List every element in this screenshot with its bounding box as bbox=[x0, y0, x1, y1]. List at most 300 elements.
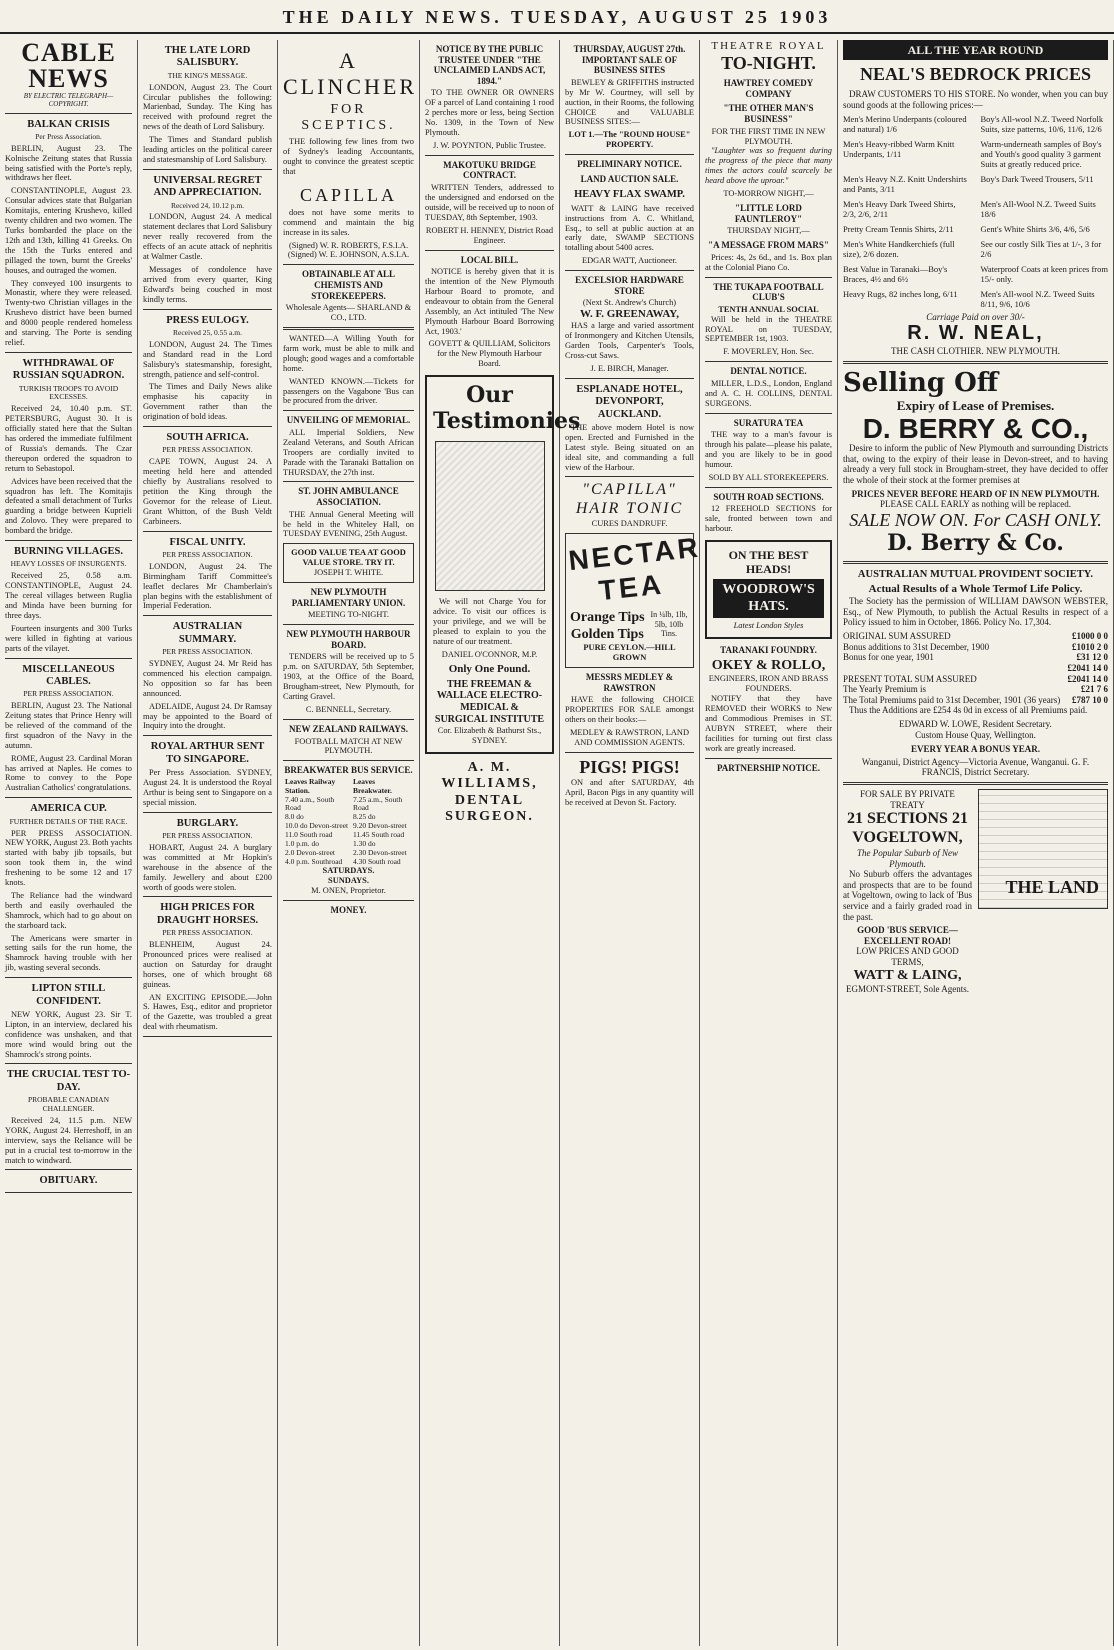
neal-address: THE CASH CLOTHIER. NEW PLYMOUTH. bbox=[891, 346, 1060, 357]
sale-heading: THURSDAY, AUGUST 27th. IMPORTANT SALE OF BUSINESS SITES bbox=[573, 44, 686, 76]
local-bill-text: NOTICE is hereby given that it is the intention of the New Plymouth Harbour Board to promote, and endeavour to obtain from the General Assembly, an Act intituled 'The New Plymouth Harbour Board Borrowing Act, 1903.' bbox=[425, 267, 554, 336]
section-credit: PER PRESS ASSOCIATION. bbox=[162, 647, 253, 657]
hardware-heading: EXCELSIOR HARDWARE STORE bbox=[575, 275, 684, 296]
unclaimed-lands-text: TO THE OWNER OR OWNERS OF a parcel of Land containing 1 rood 2 perches more or less, being Section No. 1309, in the Town of New Plymouth. bbox=[425, 88, 554, 138]
sale-lot: LOT 1.—The "ROUND HOUSE" PROPERTY. bbox=[568, 130, 691, 150]
section-paragraph: Advices have been received that the squadron has left. The Komitajis defeated a small detachment of Turks guarding a bridge between Kuprieli and Zolovo. They were prepared to bombard the bridge. bbox=[5, 476, 132, 536]
bus-proprietor: M. ONEN, Proprietor. bbox=[311, 886, 386, 896]
pigs-heading: PIGS! PIGS! bbox=[579, 756, 680, 777]
theatre-royal: THEATRE ROYAL bbox=[711, 40, 826, 52]
column-salisbury bbox=[138, 40, 278, 1646]
amp-address: Custom House Quay, Wellington. bbox=[915, 729, 1036, 740]
amp-value: £21 7 6 bbox=[1081, 684, 1108, 695]
section-paragraph: The Times and Standard publish leading articles on the political career and statesmanship of Lord Salisbury. bbox=[143, 135, 272, 164]
vogeltown-map bbox=[978, 789, 1108, 909]
nectar-tea-logo: NECTAR TEA bbox=[566, 531, 703, 607]
section-credit: THE KING'S MESSAGE. bbox=[167, 70, 248, 80]
map-label: THE LAND bbox=[1005, 876, 1099, 897]
neal-carriage: Carriage Paid on over 30/- bbox=[926, 311, 1025, 322]
obtainable-text: OBTAINABLE AT ALL CHEMISTS AND STOREKEEPERS. bbox=[301, 269, 396, 301]
section-credit: PER PRESS ASSOCIATION. bbox=[162, 928, 253, 938]
testimonials-heading: Our Testimonies bbox=[433, 382, 581, 435]
golden-tips: Golden Tips bbox=[570, 626, 644, 642]
bus-timetable bbox=[283, 778, 414, 866]
section-paragraph: They conveyed 100 insurgents to Monastir, where they were released. Twenty-two Christian villages in the Krushevo district have been burned and 8000 people rendered homeless and starving. The Porte is sending relief. bbox=[5, 278, 132, 347]
dental-notice-text: MILLER, L.D.S., London, England and A. C. H. COLLINS, DENTAL SURGEONS. bbox=[705, 378, 832, 408]
section-paragraph: NEW YORK, August 23. Sir T. Lipton, in an interview, declared his confidence was unshaken, and that more wind would bring out the Shamrock's strong points. bbox=[5, 1009, 132, 1059]
review-quote: "Laughter was so frequent during the progress of the piece that many times the actors could scarcely be heard above the uproar." bbox=[705, 146, 832, 186]
amp-value: £31 12 0 bbox=[1076, 652, 1108, 663]
vogeltown-sub: The Popular Suburb of New Plymouth. bbox=[856, 847, 958, 869]
section-credit: TURKISH TROOPS TO AVOID EXCESSES. bbox=[18, 383, 119, 402]
signature-johnson: (Signed) W. E. JOHNSON, A.S.I.A. bbox=[287, 250, 410, 260]
bus-cell: 10.0 do Devon-street bbox=[285, 821, 349, 831]
divider bbox=[565, 476, 694, 477]
okey-rollo: OKEY & ROLLO, bbox=[711, 657, 826, 673]
only-one-pound: Only One Pound. bbox=[448, 662, 531, 675]
south-road-text: 12 FREEHOLD SECTIONS for sale, fronted between town and harbour. bbox=[705, 504, 832, 534]
section-credit: Per Press Association. bbox=[35, 131, 102, 141]
money-heading: MONEY. bbox=[330, 905, 367, 916]
divider bbox=[283, 760, 414, 761]
neal-title: NEAL'S BEDROCK PRICES bbox=[859, 64, 1092, 85]
testimonial-signature: DANIEL O'CONNOR, M.P. bbox=[441, 649, 538, 659]
play-other-mans-business: "THE OTHER MAN'S BUSINESS" bbox=[723, 103, 814, 125]
unclaimed-lands-signature: J. W. POYNTON, Public Trustee. bbox=[433, 140, 546, 150]
divider bbox=[5, 1063, 132, 1064]
medley-heading: MESSRS MEDLEY & RAWSTRON bbox=[585, 672, 674, 693]
section-credit: PER PRESS ASSOCIATION. bbox=[23, 689, 114, 699]
medley-signature: MEDLEY & RAWSTRON, LAND AND COMMISSION AGENTS. bbox=[569, 727, 690, 747]
amp-value: £1010 2 0 bbox=[1072, 641, 1108, 652]
sundays-label: SUNDAYS. bbox=[328, 876, 369, 886]
local-bill-heading: LOCAL BILL. bbox=[460, 254, 519, 265]
amp-agent: Wanganui, District Agency—Victoria Avenue, Wanganui. G. F. FRANCIS, District Secretary. bbox=[861, 756, 1090, 778]
divider bbox=[843, 361, 1108, 364]
tea-ad-signature: JOSEPH T. WHITE. bbox=[313, 568, 384, 578]
bus-cell: 7.40 a.m., South Road bbox=[285, 794, 335, 813]
flax-text: WATT & LAING have received instructions from A. C. Whitland, Esq., to sell at public auction at an early date, SWAMP SECTIONS totalling about 5400 acres. bbox=[565, 203, 694, 253]
bus-col-header: Leaves Breakwater. bbox=[352, 776, 392, 795]
divider bbox=[5, 1169, 132, 1170]
vogeltown-title: VOGELTOWN, bbox=[852, 829, 963, 847]
neal-price-item: Men's All-Wool N.Z. Tweed Suits 18/6 bbox=[980, 198, 1096, 219]
clincher-text: THE following few lines from two of Sydney's leading Accountants, ought to convince the greatest sceptic that bbox=[283, 136, 414, 176]
bus-row bbox=[283, 796, 414, 814]
testimonials-ad bbox=[425, 375, 581, 753]
divider bbox=[283, 264, 414, 265]
divider bbox=[283, 410, 414, 411]
neal-price-item: Men's Heavy N.Z. Knitt Undershirts and Pants, 3/11 bbox=[843, 173, 967, 194]
section-paragraph: CONSTANTINOPLE, August 23. Consular advices state that Bulgarian Komitajis, entering Krushevo, killed twenty children and two women. The Turks bombarded the place on the 12th and 13th, killing 41 Greeks. On the 15th the Turks entered and pillaged the town, burnt the Greeks' houses, and outraged the women. bbox=[5, 186, 132, 275]
freeman-wallace: THE FREEMAN & WALLACE ELECTRO-MEDICAL & SURGICAL INSTITUTE bbox=[434, 678, 545, 725]
neal-price-item: Men's White Handkerchiefs (full size), 2/6 dozen. bbox=[843, 238, 955, 259]
railways-heading: NEW ZEALAND RAILWAYS. bbox=[289, 723, 408, 734]
capilla-cures: CURES DANDRUFF. bbox=[591, 519, 668, 529]
masthead: THE DAILY NEWS. TUESDAY, AUGUST 25 1903 bbox=[0, 0, 1114, 34]
section-heading: THE CRUCIAL TEST TO-DAY. bbox=[6, 1069, 131, 1093]
watt-laing: WATT & LAING, bbox=[853, 967, 962, 983]
ambulance-heading: ST. JOHN AMBULANCE ASSOCIATION. bbox=[298, 486, 399, 508]
tomorrow-label: TO-MORROW NIGHT,— bbox=[723, 189, 814, 199]
neal-price-item: Waterproof Coats at keen prices from 15/- only. bbox=[980, 263, 1108, 284]
hardware-signature: J. E. BIRCH, Manager. bbox=[590, 363, 669, 373]
neal-name: R. W. NEAL, bbox=[907, 322, 1044, 345]
amp-value: £2041 14 0 bbox=[1067, 673, 1108, 684]
capilla-heading: CAPILLA bbox=[300, 184, 397, 205]
neal-price-item: Men's All-wool N.Z. Tweed Suits 8/11, 9/6, 10/6 bbox=[980, 288, 1095, 309]
watt-address: EGMONT-STREET, Sole Agents. bbox=[846, 984, 969, 995]
neal-price-item: Boy's Dark Tweed Trousers, 5/11 bbox=[980, 173, 1094, 184]
cable-news-subtitle: BY ELECTRIC TELEGRAPH—COPYRIGHT. bbox=[23, 92, 114, 109]
column-theatre bbox=[700, 40, 838, 1646]
amp-heading: AUSTRALIAN MUTUAL PROVIDENT SOCIETY. bbox=[857, 568, 1094, 580]
section-heading: SOUTH AFRICA. bbox=[166, 432, 249, 444]
neal-price-item: Gent's White Shirts 3/6, 4/6, 5/6 bbox=[980, 223, 1090, 234]
sale-text: BEWLEY & GRIFFITHS instructed by Mr W. Courtney, will sell by auction, in their Rooms, the following CHOICE and VALUABLE BUSINESS SITES:— bbox=[565, 77, 694, 127]
low-prices: LOW PRICES AND GOOD TERMS, bbox=[856, 946, 959, 968]
divider bbox=[843, 561, 1108, 564]
divider bbox=[143, 812, 272, 813]
selling-off: Selling Off bbox=[843, 367, 999, 398]
clincher-subtitle: FOR SCEPTICS. bbox=[301, 101, 396, 134]
bus-cell: 11.45 South road bbox=[352, 829, 405, 839]
divider bbox=[705, 361, 832, 362]
ambulance-text: THE Annual General Meeting will be held in the Whiteley Hall, on TUESDAY EVENING, 25th August. bbox=[283, 509, 414, 539]
dental-notice-heading: DENTAL NOTICE. bbox=[730, 366, 807, 377]
woodrow-latest: Latest London Styles bbox=[733, 621, 804, 631]
amp-row bbox=[843, 663, 1108, 674]
divider bbox=[5, 977, 132, 978]
section-heading: PRESS EULOGY. bbox=[166, 314, 249, 326]
esplanade-heading: ESPLANADE HOTEL, DEVONPORT, AUCKLAND. bbox=[576, 383, 683, 420]
divider bbox=[565, 270, 694, 271]
neal-price-item: Best Value in Taranaki—Boy's Braces, 4½ and 6½ bbox=[843, 263, 948, 284]
clincher-title: A CLINCHER bbox=[283, 48, 417, 99]
section-paragraph: BERLIN, August 23. The Kolnische Zeitung states that Russia being satisfied with the Porte's reply, withdraws her fleet. bbox=[5, 143, 132, 183]
section-heading: AUSTRALIAN SUMMARY. bbox=[172, 621, 243, 645]
freeman-address: Cor. Elizabeth & Bathurst Sts., SYDNEY. bbox=[437, 725, 542, 745]
expiry-of-lease: Expiry of Lease of Premises. bbox=[896, 398, 1055, 414]
column-notices bbox=[420, 40, 581, 1646]
bus-row bbox=[283, 858, 414, 867]
bus-cell: 8.25 do bbox=[352, 812, 376, 822]
section-paragraph: The Times and Daily News alike emphasise his capacity in Government rather than the origination of bold ideas. bbox=[143, 382, 272, 422]
divider bbox=[843, 782, 1108, 785]
amp-row bbox=[843, 652, 1108, 663]
section-heading: HIGH PRICES FOR DRAUGHT HORSES. bbox=[156, 902, 259, 926]
section-credit: PER PRESS ASSOCIATION. bbox=[162, 550, 253, 559]
wanted-known: WANTED KNOWN.—Tickets for passengers on the Vagabone 'Bus can be procured from the driver. bbox=[283, 376, 414, 406]
section-heading: MISCELLANEOUS CABLES. bbox=[22, 663, 115, 687]
section-paragraph: LONDON, August 24. The Times and Standard read in the Lord Salisbury's statesmanship, foresight, strength, patience and self-control. bbox=[143, 339, 272, 379]
section-paragraph: The Reliance had the windward berth and easily overhauled the Shamrock, which had to go about on the starboard tack. bbox=[5, 890, 132, 930]
railways-subheading: FOOTBALL MATCH AT NEW PLYMOUTH. bbox=[294, 736, 403, 756]
prelim-heading: PRELIMINARY NOTICE. bbox=[577, 159, 682, 170]
harbour-heading: NEW PLYMOUTH HARBOUR BOARD. bbox=[286, 629, 411, 650]
divider bbox=[705, 487, 832, 488]
section-heading: FISCAL UNITY. bbox=[169, 536, 246, 548]
column-cable-news bbox=[0, 40, 138, 1646]
section-paragraph: Fourteen insurgents and 300 Turks were killed in fighting at various parts of the vilayet. bbox=[5, 623, 132, 653]
flax-heading: HEAVY FLAX SWAMP. bbox=[574, 189, 685, 201]
section-paragraph: Received 24, 11.5 p.m. NEW YORK, August 24. Herreshoff, in an interview, says the Reliance will be put in a crucial test to-morrow in the match to windward. bbox=[5, 1115, 132, 1165]
berry-title: D. BERRY & CO., bbox=[862, 412, 1089, 444]
neal-price-item: Men's Heavy Dark Tweed Shirts, 2/3, 2/6, 2/11 bbox=[843, 198, 956, 219]
column-auctions bbox=[560, 40, 703, 1646]
divider bbox=[705, 413, 832, 414]
section-heading: ROYAL ARTHUR SENT TO SINGAPORE. bbox=[150, 741, 265, 765]
neal-price-list bbox=[843, 114, 1108, 312]
amp-value: £1000 0 0 bbox=[1072, 631, 1108, 642]
bus-cell: 7.25 a.m., South Road bbox=[352, 794, 403, 813]
berry-call: PLEASE CALL EARLY as nothing will be replaced. bbox=[880, 499, 1071, 510]
section-paragraph: LONDON, August 23. The Court Circular publishes the following: Marienbad, Sunday. The King has received with profound regret the news of the death of Lord Salisbury. bbox=[143, 82, 272, 132]
section-paragraph: PER PRESS ASSOCIATION. NEW YORK, August 23. Both yachts started with baby jib topsails, but soon took them in, the wind freshening to be some 12 and 17 knots. bbox=[5, 828, 132, 888]
section-paragraph: HOBART, August 24. A burglary was committed at Mr Hopkin's warehouse in the absence of the family. Jewellery and about £200 worth of goods were stolen. bbox=[143, 842, 272, 892]
foundry-text: NOTIFY that they have REMOVED their WORKS to New and Commodious Premises in ST. AUBYN STREET, where their facilities for turning out first class work are greatly increased. bbox=[705, 694, 832, 753]
wanted-youth: WANTED—A Willing Youth for farm work, must be able to milk and plough; good wages and a comfortable home. bbox=[283, 333, 414, 373]
divider bbox=[565, 154, 694, 155]
local-bill-signature: GOVETT & QUILLIAM, Solicitors for the New Plymouth Harbour Board. bbox=[428, 339, 551, 369]
divider bbox=[283, 327, 414, 330]
amp-value: £2041 14 0 bbox=[1067, 662, 1108, 673]
amp-label: The Total Premiums paid to 31st December, 1901 (36 years) bbox=[843, 694, 1061, 705]
vogeltown-text: No Suburb offers the advantages and prospects that are to be found at Vogeltown, owing to lack of 'Bus service and a fairly graded road in the past. bbox=[843, 869, 972, 922]
section-paragraph: AN EXCITING EPISODE.—John S. Hawes, Esq., editor and proprietor of the Gazette, was troubled a great deal with rheumatism. bbox=[143, 992, 272, 1032]
bus-cell: 9.20 Devon-street bbox=[352, 821, 407, 831]
section-paragraph: LONDON, August 24. A medical statement declares that Lord Salisbury never really recovered from the effects of an acute attack of nephritis at Walmer Castle. bbox=[143, 212, 272, 262]
divider bbox=[705, 758, 832, 759]
bus-cell: 2.0 Devon-street bbox=[285, 847, 335, 857]
section-heading: LIPTON STILL CONFIDENT. bbox=[31, 983, 106, 1007]
pigs-text: ON and after SATURDAY, 4th April, Bacon Pigs in any quantity will be received at Devon St. Factory. bbox=[565, 778, 694, 807]
section-heading: THE LATE LORD SALISBURY. bbox=[164, 45, 251, 69]
play1-sub: FOR THE FIRST TIME IN NEW PLYMOUTH. bbox=[711, 126, 826, 146]
amp-label: ORIGINAL SUM ASSURED bbox=[843, 631, 951, 642]
club-text: Will be held in the THEATRE ROYAL on TUESDAY, SEPTEMBER 1st, 1903. bbox=[705, 314, 832, 344]
theatre-prices: Prices: 4s, 2s 6d., and 1s. Box plan at the Colonial Piano Co. bbox=[705, 252, 832, 272]
hardware-text: HAS a large and varied assortment of Ironmongery and Kitchen Utensils, Garden Tools, Carpenter's Tools, Cross-cut Saws. bbox=[565, 321, 694, 361]
divider bbox=[425, 250, 554, 251]
sections-count: 21 SECTIONS 21 bbox=[847, 810, 968, 828]
divider bbox=[5, 797, 132, 798]
amp-label: Bonus for one year, 1901 bbox=[843, 652, 934, 663]
ceylon-label: PURE CEYLON.—HILL GROWN bbox=[583, 643, 676, 663]
divider bbox=[425, 155, 554, 156]
amp-row bbox=[843, 695, 1108, 706]
section-heading: BALKAN CRISIS bbox=[27, 118, 110, 130]
woodrow-on-best-heads: ON THE BEST HEADS! bbox=[728, 548, 809, 577]
harbour-text: TENDERS will be received up to 5 p.m. on SATURDAY, 5th September, 1903, at the Office of the Board, Brougham-street, New Plymouth, for Carting Gravel. bbox=[283, 652, 414, 702]
play-message-from-mars: "A MESSAGE FROM MARS" bbox=[708, 240, 829, 251]
amp-row bbox=[843, 642, 1108, 653]
signature-roberts: (Signed) W. R. ROBERTS, F.S.I.A. bbox=[288, 240, 409, 250]
suratura-text: THE way to a man's favour is through his palate—please his palate, and you are likely to be in good humour. bbox=[705, 430, 832, 469]
amp-signature: EDWARD W. LOWE, Resident Secretary. bbox=[899, 718, 1052, 729]
neal-price-item: Heavy Rugs, 82 inches long, 6/11 bbox=[843, 288, 958, 299]
thursday-label: THURSDAY NIGHT,— bbox=[727, 226, 810, 236]
divider bbox=[143, 426, 272, 427]
section-credit: Received 24, 10.12 p.m. bbox=[170, 200, 245, 210]
divider bbox=[5, 352, 132, 353]
amp-row bbox=[843, 684, 1108, 695]
section-heading: WITHDRAWAL OF RUSSIAN SQUADRON. bbox=[12, 357, 125, 382]
amp-row bbox=[843, 631, 1108, 642]
amp-label: The Yearly Premium is bbox=[843, 684, 926, 695]
neal-price-item: Men's Heavy-ribbed Warm Knitt Underpants, 1/11 bbox=[843, 138, 955, 159]
tonight-heading: TO-NIGHT. bbox=[721, 52, 816, 73]
divider bbox=[5, 1192, 132, 1193]
divider bbox=[5, 540, 132, 541]
memorial-text: ALL Imperial Soldiers, New Zealand Veterans, and South African Troopers are cordially invited to Parade with the Taranaki Battalion on THURSDAY, the 27th inst. bbox=[283, 427, 414, 477]
club-signature: F. MOVERLEY, Hon. Sec. bbox=[723, 347, 814, 357]
divider bbox=[565, 752, 694, 753]
section-credit: PER PRESS ASSOCIATION. bbox=[162, 831, 253, 841]
amp-intro: The Society has the permission of WILLIAM DAWSON WEBSTER, Esq., of New Plymouth, to publish the Actual Results in respect of a Policy issued to him in October, 1866. Policy No. 17,304. bbox=[843, 596, 1108, 628]
testimonial-text: We will not Charge You for advice. To visit our offices is your privilege, and we will be pleased to explain to you the nature of our treatment. bbox=[433, 597, 546, 646]
neal-banner: ALL THE YEAR ROUND bbox=[843, 40, 1108, 60]
bus-cell: 11.0 South road bbox=[285, 829, 333, 839]
section-heading: OBITUARY. bbox=[39, 1175, 98, 1187]
saturdays-label: SATURDAYS. bbox=[322, 866, 375, 876]
section-paragraph: Messages of condolence have arrived from every quarter, King Edward's being couched in most kindly terms. bbox=[143, 264, 272, 304]
divider bbox=[565, 378, 694, 379]
divider bbox=[143, 615, 272, 616]
foundry-heading: TARANAKI FOUNDRY. bbox=[720, 645, 817, 656]
section-heading: UNIVERSAL REGRET AND APPRECIATION. bbox=[153, 174, 262, 199]
divider bbox=[143, 169, 272, 170]
section-paragraph: ADELAIDE, August 24. Dr Ramsay may be appointed to the Board of Inquiry into the drought. bbox=[143, 701, 272, 731]
nectar-tea-ad bbox=[565, 531, 703, 668]
capilla-hair-tonic: "CAPILLA" HAIR TONIC bbox=[575, 481, 684, 518]
bus-cell: 4.0 p.m. Southroad bbox=[285, 856, 343, 866]
amp-label: Bonus additions to 31st December, 1900 bbox=[843, 641, 990, 652]
section-paragraph: BLENHEIM, August 24. Pronounced prices were realised at auction on Saturday for draught horses, one of which brought 68 guineas. bbox=[143, 940, 272, 989]
woodrow-hats-title: WOODROW'S HATS. bbox=[713, 579, 824, 618]
divider bbox=[283, 481, 414, 482]
divider bbox=[283, 719, 414, 720]
bridge-heading: MAKOTUKU BRIDGE CONTRACT. bbox=[443, 159, 536, 181]
suratura-heading: SURATURA TEA bbox=[733, 417, 804, 428]
wholesale-agents: Wholesale Agents— SHARLAND & CO., LTD. bbox=[285, 303, 412, 323]
amp-note: Thus the Additions are £254 4s 0d in excess of all Premiums paid. bbox=[849, 705, 1088, 716]
bus-cell: 1.0 p.m. do bbox=[285, 838, 319, 848]
section-paragraph: Received 24, 10.40 p.m. ST. PETERSBURG, August 30. It is officially stated here that the Sultan has ordered the immediate fulfilment of Russia's demands. The Czar thereupon ordered the squadron to return to Sebastopol. bbox=[5, 404, 132, 473]
section-heading: BURNING VILLAGES. bbox=[14, 546, 123, 558]
tea-ad-text: GOOD VALUE TEA AT GOOD VALUE STORE. TRY IT. bbox=[291, 548, 406, 568]
bus-heading: BREAKWATER BUS SERVICE. bbox=[284, 765, 413, 776]
bus-col-header: Leaves Railway Station. bbox=[285, 776, 336, 795]
unclaimed-lands-heading: NOTICE BY THE PUBLIC TRUSTEE UNDER "THE UNCLAIMED LANDS ACT, 1894." bbox=[433, 44, 546, 86]
land-heading: LAND AUCTION SALE. bbox=[580, 173, 679, 184]
bus-fare: GOOD 'BUS SERVICE—EXCELLENT ROAD! bbox=[857, 925, 958, 946]
hardware-name: W. F. GREENAWAY, bbox=[580, 308, 679, 321]
section-paragraph: LONDON, August 24. The Birmingham Tariff Committee's leaflet declares Mr Chamberlain's plan begins with the establishment of Imperial Federation. bbox=[143, 561, 272, 611]
partnership-heading: PARTNERSHIP NOTICE. bbox=[716, 762, 821, 773]
divider bbox=[143, 309, 272, 310]
section-credit: Received 25, 0.55 a.m. bbox=[173, 327, 242, 337]
neal-price-item: Pretty Cream Tennis Shirts, 2/11 bbox=[843, 223, 954, 234]
tin-sizes: In ¼lb, 1lb, 5lb, 10lb Tins. bbox=[650, 610, 688, 639]
flax-signature: EDGAR WATT, Auctioneer. bbox=[581, 256, 678, 266]
for-sale: FOR SALE BY PRIVATE TREATY bbox=[860, 789, 955, 810]
neal-price-item: Boy's All-wool N.Z. Tweed Norfolk Suits, size patterns, 10/6, 11/6, 12/6 bbox=[980, 113, 1104, 134]
bus-cell: 8.0 do bbox=[285, 812, 304, 822]
berry-logo: D. Berry & Co. bbox=[887, 529, 1064, 556]
section-paragraph: ROME, August 23. Cardinal Moran has arrived at Naples. He comes to Rome to convey to the Pope Australian Catholics' congratulations. bbox=[5, 753, 132, 793]
hardware-sub: (Next St. Andrew's Church) bbox=[582, 298, 677, 308]
bridge-text: WRITTEN Tenders, addressed to the undersigned and endorsed on the outside, will be received up to noon of TUESDAY, 8th September, 1903. bbox=[425, 183, 554, 222]
company-name: HAWTREY COMEDY COMPANY bbox=[723, 78, 814, 99]
divider bbox=[705, 277, 832, 278]
neal-price-item: Men's Merino Underpants (coloured and natural) 1/6 bbox=[843, 113, 967, 134]
annual-social: TENTH ANNUAL SOCIAL bbox=[718, 304, 819, 314]
neal-price-item: Warm-underneath samples of Boy's and Youth's good quality 3 garment Suits at greatly reduced price. bbox=[980, 138, 1102, 169]
medley-text: HAVE the following CHOICE PROPERTIES FOR SALE amongst others on their books:— bbox=[565, 695, 694, 725]
bus-cell: 2.30 Devon-street bbox=[352, 847, 407, 857]
divider bbox=[143, 531, 272, 532]
section-paragraph: SYDNEY, August 24. Mr Reid has commenced his election campaign. No opposition so far has been announced. bbox=[143, 658, 272, 698]
section-credit: HEAVY LOSSES OF INSURGENTS. bbox=[10, 559, 127, 569]
divider bbox=[283, 900, 414, 901]
section-paragraph: Per Press Association. SYDNEY, August 24. It is understood the Royal Arthur is being sent to Singapore on a special mission. bbox=[143, 768, 272, 807]
portrait-image bbox=[435, 441, 545, 591]
cable-sections bbox=[5, 119, 132, 1193]
esplanade-text: THE above modern Hotel is now open. Erected and Furnished in the Latest style. Being situated on an ideal site, and commanding a full view of the Harbour. bbox=[565, 422, 694, 472]
sale-now-on: SALE NOW ON. For CASH ONLY. bbox=[849, 509, 1102, 530]
section-paragraph: Received 25, 0.58 a.m. CONSTANTINOPLE, August 24. The cereal villages between Ruglia and Minda have been burning for three days. bbox=[5, 571, 132, 620]
section-credit: PROBABLE CANADIAN CHALLENGER. bbox=[27, 1095, 110, 1114]
berry-text: Desire to inform the public of New Plymouth and surrounding Districts that, owing to the expiry of their lease in Devon-street, and to having already a very full stock in Brougham-street, they have decided to offer the whole of their stock at the former premises at bbox=[843, 443, 1108, 485]
union-subheading: MEETING TO-NIGHT. bbox=[308, 610, 389, 620]
section-paragraph: BERLIN, August 23. The National Zeitung states that Prince Henry will be relieved of the command of the first squadron of the Navy in the autumn. bbox=[5, 701, 132, 750]
dentist-name: A. M. WILLIAMS, DENTAL SURGEON. bbox=[441, 759, 538, 825]
foundry-sub: ENGINEERS, IRON AND BRASS FOUNDERS. bbox=[708, 674, 829, 694]
bus-cell: 4.30 South road bbox=[352, 856, 401, 866]
section-paragraph: The Americans were smarter in setting sails for the run home, the Shamrock having trouble with her jib, wasting several seconds. bbox=[5, 933, 132, 973]
orange-tips: Orange Tips bbox=[570, 610, 645, 626]
football-club-heading: THE TUKAPA FOOTBALL CLUB'S bbox=[713, 281, 824, 303]
play-fauntleroy: "LITTLE LORD FAUNTLEROY" bbox=[734, 202, 803, 224]
union-heading: NEW PLYMOUTH PARLIAMENTARY UNION. bbox=[291, 587, 406, 608]
south-road-heading: SOUTH ROAD SECTIONS. bbox=[713, 491, 824, 502]
suratura-signature: SOLD BY ALL STOREKEEPERS. bbox=[708, 472, 829, 482]
woodrows-hats-ad bbox=[705, 540, 832, 639]
amp-subheading: Actual Results of a Whole Termof Life Policy. bbox=[868, 583, 1083, 596]
column-neal-berry bbox=[838, 40, 1114, 1646]
divider bbox=[143, 896, 272, 897]
section-credit: PER PRESS ASSOCIATION. bbox=[162, 445, 253, 455]
divider bbox=[5, 658, 132, 659]
amp-figures bbox=[843, 631, 1108, 705]
capilla-text: does not have some merits to commend and maintain the big increase in its sales. bbox=[283, 207, 414, 237]
divider bbox=[283, 624, 414, 625]
section-paragraph: CAPE TOWN, August 24. A meeting held here and attended chiefly by Australians resolved to petition the King through the Governor for the release of Lieut. Grant Whitton, of the Bush Veldt Carbineers. bbox=[143, 457, 272, 526]
neal-price-item: See our costly Silk Ties at 1/-, 3 for 2/6 bbox=[980, 238, 1102, 259]
divider bbox=[5, 113, 132, 114]
memorial-heading: UNVEILING OF MEMORIAL. bbox=[286, 415, 411, 426]
cable-news-title: CABLE NEWS bbox=[21, 38, 116, 93]
amp-label: PRESENT TOTAL SUM ASSURED bbox=[843, 673, 977, 684]
divider bbox=[143, 735, 272, 736]
section-heading: BURGLARY. bbox=[176, 817, 239, 829]
amp-value: £787 10 0 bbox=[1072, 694, 1108, 705]
harbour-signature: C. BENNELL, Secretary. bbox=[305, 704, 392, 714]
salisbury-sections bbox=[143, 45, 272, 1037]
tea-ad bbox=[283, 543, 414, 583]
bonus-year: EVERY YEAR A BONUS YEAR. bbox=[911, 744, 1040, 755]
